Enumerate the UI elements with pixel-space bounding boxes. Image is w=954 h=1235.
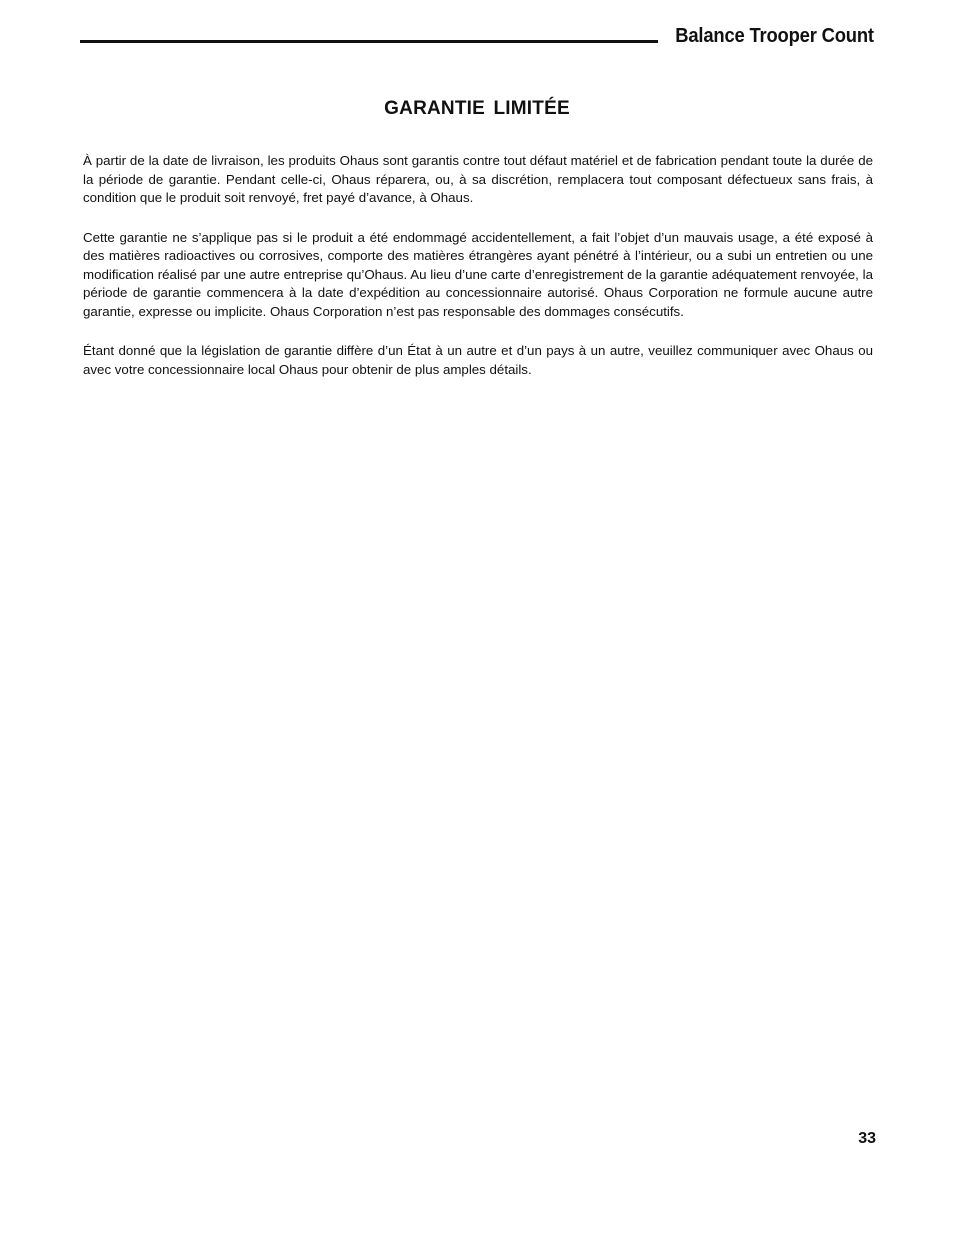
page-number: 33: [858, 1130, 876, 1147]
section-title: GARANTIE LIMITÉE: [384, 98, 570, 119]
paragraph-exclusions: Cette garantie ne s’applique pas si le produit a été endommagé accidentellement, a fait l’objet d’un mauvais usage, a été exposé à des matières radioactives ou corrosives, comporte des matières étrangères ayant pénétré à l’intérieur, ou a subi un entretien ou une modification réalisé par une autre entreprise qu’Ohaus. Au lieu d’une carte d’enregistrement de la garantie adéquatement renvoyée, la période de garantie commencera à la date d’expédition au concessionnaire autorisé. Ohaus Corporation ne formule aucune autre garantie, expresse ou implicite. Ohaus Corporation n’est pas responsable des dommages consécutifs.: [83, 229, 873, 319]
paragraph-coverage: À partir de la date de livraison, les produits Ohaus sont garantis contre tout défaut matériel et de fabrication pendant toute la durée de la période de garantie. Pendant celle-ci, Ohaus réparera, ou, à sa discrétion, remplacera tout composant défectueux sans frais, à condition que le produit soit renvoyé, fret payé d’avance, à Ohaus.: [83, 153, 873, 205]
document-title: Balance Trooper Count: [675, 25, 874, 47]
warranty-text: [83, 152, 873, 400]
paragraph-jurisdiction: Étant donné que la législation de garantie diffère d’un État à un autre et d’un pays à un autre, veuillez communiquer avec Ohaus ou avec votre concessionnaire local Ohaus pour obtenir de plus amples détails.: [83, 343, 873, 377]
header-rule: [80, 40, 658, 43]
